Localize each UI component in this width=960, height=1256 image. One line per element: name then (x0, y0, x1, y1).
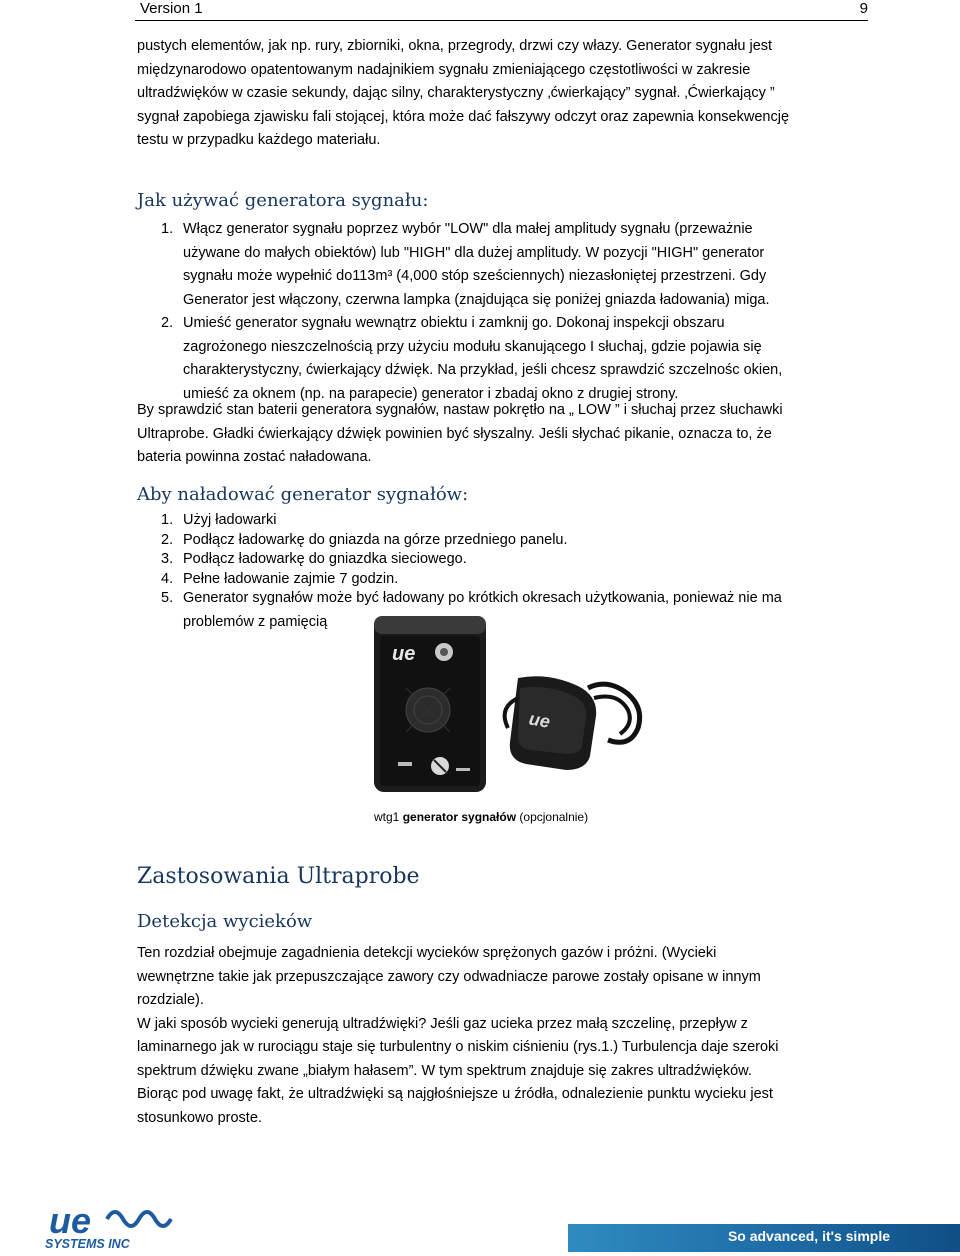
charger-illustration (505, 676, 640, 770)
list-item-text: Generator sygnałów może być ładowany po krótkich okresach użytkowania, ponieważ nie ma (183, 590, 782, 606)
header-version: Version 1 (140, 0, 203, 17)
list-item-line: sygnału może wypełnić do113m³ (4,000 stóp sześciennych) niezasłoniętej przestrzeni. Gdy (183, 268, 767, 284)
battery-line: bateria powinna zostać naładowana. (137, 449, 372, 465)
footer-band (568, 1224, 960, 1252)
intro-line: międzynarodowo opatentowanym nadajnikiem sygnału zmieniającego częstotliwości w zakresie (137, 61, 751, 78)
intro-line: testu w przypadku każdego materiału. (137, 132, 381, 148)
figure-caption (374, 810, 588, 824)
battery-paragraph (137, 399, 865, 470)
usage-steps-list (137, 218, 887, 406)
paragraph-line: laminarnego jak w rurociągu staje się turbulentny o niskim ciśnieniu (rys.1.) Turbulencja daje szeroki (137, 1039, 779, 1055)
list-item (137, 218, 887, 312)
intro-line: sygnał zapobiega zjawisku fali stojącej, która może dać fałszywy odczyt oraz zapewnia konsekwencję (137, 108, 790, 125)
footer-slogan: So advanced, it's simple (727, 1228, 890, 1244)
leak-detection-paragraph (137, 942, 865, 1130)
page-number: 9 (859, 0, 868, 17)
paragraph-line: stosunkowo proste. (137, 1109, 262, 1126)
paragraph-line: wewnętrzne takie jak przepuszczające zawory czy odwadniacze parowe zostały opisane w innym (137, 968, 761, 985)
section-heading-charging: Aby naładować generator sygnałów: (137, 484, 469, 505)
list-item-line: Umieść generator sygnału wewnątrz obiektu i zamknij go. Dokonaj inspekcji obszaru (183, 315, 725, 331)
section-heading-applications: Zastosowania Ultraprobe (137, 864, 420, 889)
list-item (137, 570, 897, 590)
list-number: 1. (161, 512, 174, 528)
generator-device-illustration (374, 616, 486, 792)
list-item-line: Generator jest włączony, czerwna lampka (znajdująca się poniżej gniazda ładowania) miga. (183, 291, 770, 308)
list-number: 2. (161, 531, 174, 548)
paragraph-line: spektrum dźwięku zwane „białym hałasem”. W tym spektrum znajduje się zakres ultradźwięków. (137, 1062, 752, 1079)
list-item-line: zagrożonego nieszczelnością przy użyciu modułu skanującego I słuchaj, gdzie pojawia się (183, 338, 762, 355)
list-item (137, 511, 897, 531)
logo-text: ue (49, 1200, 92, 1241)
paragraph-line: rozdziale). (137, 992, 204, 1008)
battery-line: Ultraprobe. Gładki ćwierkający dźwięk powinien być słyszalny. Jeśli słychać pikanie, oznacza to, że (137, 425, 772, 442)
battery-line: By sprawdzić stan baterii generatora sygnałów, nastaw pokrętło na „ LOW ” i słuchaj przez słuchawki (137, 402, 783, 418)
caption-prefix: wtg1 (374, 810, 403, 824)
list-item-line: Włącz generator sygnału poprzez wybór "LOW" dla małej amplitudy sygnału (przeważnie (183, 221, 753, 237)
list-item (137, 312, 887, 406)
intro-line: ultradźwięków w czasie sekundy, dając silny, charakterystyczny ‚ćwierkający” sygnał. ‚Ćwierkający ” (137, 85, 775, 101)
list-number: 3. (161, 551, 174, 567)
ue-systems-logo (43, 1199, 175, 1251)
paragraph-line: Biorąc pod uwagę fakt, że ultradźwięki są najgłośniejsze u źródła, odnalezienie punktu wycieku jest (137, 1086, 773, 1102)
list-item (137, 531, 897, 551)
list-number: 1. (161, 221, 174, 237)
intro-line: pustych elementów, jak np. rury, zbiorniki, okna, przegrody, drzwi czy włazy. Generator sygnału jest (137, 38, 773, 54)
signal-generator-photo (368, 608, 660, 806)
list-item-text: Użyj ładowarki (183, 512, 277, 528)
list-item-text: Podłącz ładowarkę do gniazdka sieciowego. (183, 551, 467, 567)
list-item-text: Pełne ładowanie zajmie 7 godzin. (183, 570, 399, 587)
intro-paragraph (137, 35, 865, 153)
paragraph-line: Ten rozdział obejmuje zagadnienia detekcji wycieków sprężonych gazów i próżni. (Wycieki (137, 945, 717, 961)
list-item-line: używane do małych obiektów) lub "HIGH" dla dużej amplitudy. W pozycji "HIGH" generator (183, 244, 765, 261)
list-number: 2. (161, 315, 174, 331)
charger-logo-text: ue (527, 708, 552, 732)
paragraph-line: W jaki sposób wycieki generują ultradźwięki? Jeśli gaz ucieka przez małą szczelinę, przepływ z (137, 1015, 748, 1032)
list-item-line: charakterystyczny, ćwierkający dźwięk. Na przykład, jeśli chcesz sprawdzić szczelnośc okien, (183, 362, 783, 378)
subsection-heading-leak-detection: Detekcja wycieków (137, 911, 313, 932)
caption-suffix: (opcjonalnie) (516, 810, 589, 824)
list-number: 4. (161, 570, 174, 587)
list-item-text-continued: problemów z pamięcią (183, 613, 328, 630)
list-number: 5. (161, 590, 174, 606)
list-item (137, 550, 897, 570)
logo-subtext: SYSTEMS INC (45, 1237, 130, 1251)
header-divider (135, 20, 868, 21)
section-heading-usage: Jak używać generatora sygnału: (137, 190, 429, 211)
list-item-text: Podłącz ładowarkę do gniazda na górze przedniego panelu. (183, 531, 568, 548)
caption-bold: generator sygnałów (402, 810, 517, 824)
list-item-line: umieść za oknem (np. na parapecie) generator i zbadaj okno z drugiej strony. (183, 385, 679, 402)
device-logo-text: ue (392, 643, 416, 665)
